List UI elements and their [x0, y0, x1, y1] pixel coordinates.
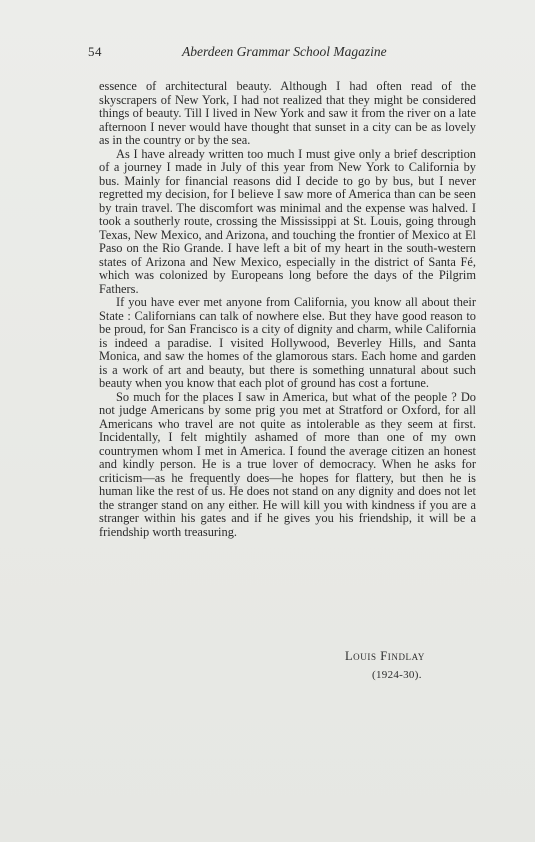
- article-body: [99, 80, 476, 539]
- paragraph-3: If you have ever met anyone from California, you know all about their State : Californians can talk of nowhere else. But they have good reason to be proud, for San Francisco is a city of dignity and charm, while California is indeed a paradise. I visited Hollywood, Beverley Hills, and Santa Monica, and saw the homes of the glamorous stars. Each home and garden is a work of art and beauty, but there is something unnatural about such beauty when you know that each plot of ground has cost a fortune.: [99, 295, 476, 390]
- paragraph-2: As I have already written too much I must give only a brief description of a journey I made in July of this year from New York to California by bus. Mainly for financial reasons did I decide to go by bus, but I never regretted my decision, for I believe I saw more of America than can be seen by train travel. The discomfort was minimal and the expense was halved. I took a southerly route, crossing the Mississippi at St. Louis, going through Texas, New Mexico, and Arizona, and touching the frontier of Mexico at El Paso on the Rio Grande. I have left a bit of my heart in the south-western states of Arizona and New Mexico, especially in the district of Santa Fé, which was colonized by Europeans long before the days of the Pilgrim Fathers.: [99, 146, 476, 296]
- page-header: [88, 44, 488, 64]
- author-years: (1924-30).: [372, 669, 422, 681]
- page-number: 54: [88, 44, 102, 59]
- running-title: Aberdeen Grammar School Magazine: [182, 44, 387, 59]
- paragraph-1: essence of architectural beauty. Although I had often read of the skyscrapers of New York, I had not realized that they might be considered things of beauty. Till I lived in New York and saw it from the river on a late afternoon I never would have thought that sunset in a city can be as lovely as in the country or by the sea.: [99, 79, 476, 147]
- paragraph-4: So much for the places I saw in America, but what of the people ? Do not judge Americans by some prig you met at Stratford or Oxford, for all Americans who travel are not quite as intolerable as they seem at first. Incidentally, I felt mightily ashamed of more than one of my own countrymen whom I met in America. I found the average citizen an honest and kindly person. He is a true lover of democracy. When he asks for criticism—as he frequently does—he hopes for flattery, but then he is human like the rest of us. He does not stand on any dignity and does not let the stranger stand on any either. He will kill you with kindness if you are a stranger within his gates and if he gives you his friendship, it will be a friendship worth treasuring.: [99, 389, 476, 539]
- article-signature: [345, 649, 485, 681]
- author-name: Louis Findlay: [345, 649, 426, 663]
